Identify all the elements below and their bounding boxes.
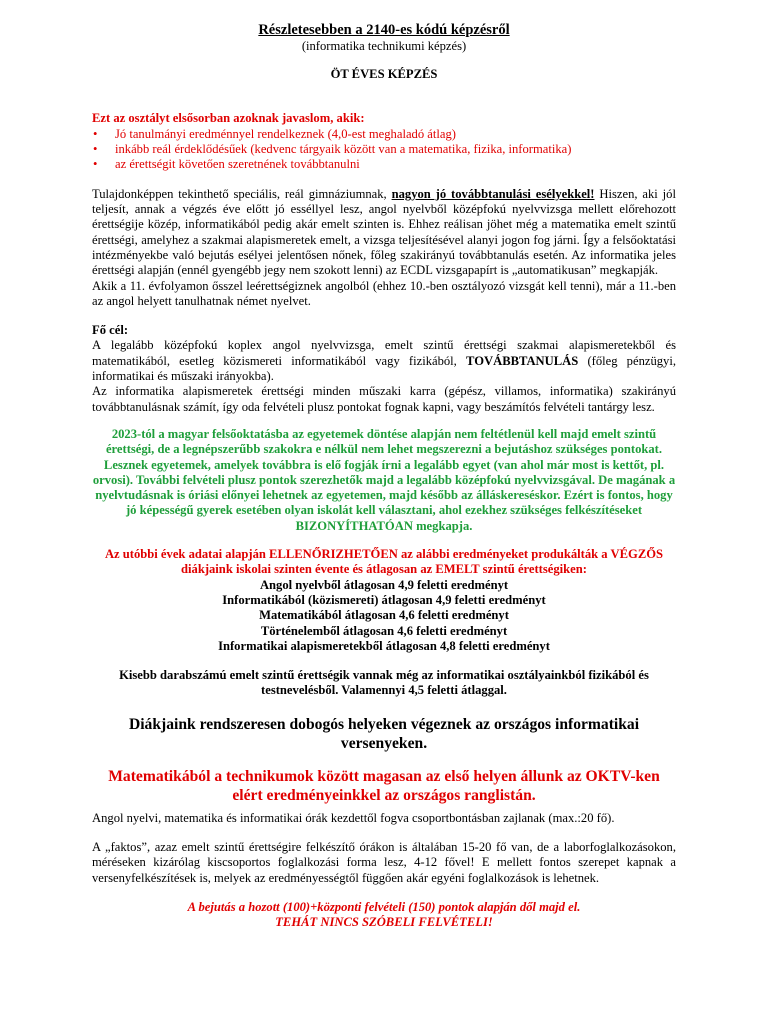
result-line: Történelemből átlagosan 4,6 feletti eredményt (260, 623, 508, 638)
german-paragraph: Akik a 11. évfolyamon ősszel leérettségiznek angolból (ehhez 10.-ben osztályozó vizsgát kell tenni), már a 11.-ben az angol helyett tanulhatnak német nyelvet. (92, 278, 676, 308)
intro-text-start: Tulajdonképpen tekinthető speciális, reál gimnáziumnak, (92, 186, 387, 201)
result-line: Informatikai alapismeretekből átlagosan 4,8 feletti eredményt (218, 638, 550, 653)
green-note: 2023-tól a magyar felsőoktatásba az egyetemek döntése alapján nem feltétlenül kell majd emelt szintű érettségi, de a legnépszerűbb szakokra e nélkül nem lehet megszerezni a bejutáshoz szükséges pontokat. Lesznek egyetemek, amelyek továbbra is elő fogják írni a legalább egyet (van ahol már most is kettőt, pl. orvosi). További felvételi plusz pontok szerezhetők majd a legalább középfokú nyelvvizsgával. De magának a nyelvtudásnak is óriási előnyei lehetnek az egyetemen, majd később az álláskereséskor. Ezért is fontos, hogy jó képességű gyerek esetében olyan iskolát kell választani, ahol ezekhez szükséges felkészítéseket BIZONYÍTHATÓAN megkapja. (92, 426, 676, 533)
competition-note: Diákjaink rendszeresen dobogós helyeken végeznek az országos informatikai versenyeken. (128, 715, 640, 752)
math-rank-note: Matematikából a technikumok között magasan az első helyen állunk az OKTV-ken elért eredményeinkkel az országos ranglistán. (108, 767, 660, 804)
list-item: • Jó tanulmányi eredménnyel rendelkeznek (4,0-est meghaladó átlag) (92, 127, 676, 142)
results-small: Kisebb darabszámú emelt szintű érettségik vannak még az informatikai osztályainkból fizikából és testnevelésből. Valamennyi 4,5 feletti átlaggal. (119, 668, 649, 698)
main-goal-label: Fő cél: (92, 323, 129, 338)
results-intro: Az utóbbi évek adatai alapján ELLENŐRIZHETŐEN az alábbi eredményeket produkálták a VÉGZŐS diákjaink iskolai szinten évente és átlagosan az EMELT szintű érettségiken: (104, 547, 664, 577)
result-line: Angol nyelvből átlagosan 4,9 feletti eredményt (259, 577, 509, 592)
main-goal-paragraph-2: Az informatika alapismeretek érettségi minden műszaki karra (gépész, villamos, informatika) szakirányú továbbtanulásnak számít, így oda felvételi plusz pontokat fognak kapni, vagy beszámítós felvételi tantárgy lesz. (92, 384, 676, 414)
intro-emphasis: nagyon jó továbbtanulási esélyekkel! (391, 186, 595, 201)
result-line: Informatikából (közismereti) átlagosan 4,9 feletti eredményt (222, 592, 546, 607)
intro-text-rest: Hiszen, aki jól teljesít, annak a végzés éve előtt jó esséllyel lesz, angol nyelvből középfokú nyelvvizsga mellett előrehozott érettségije közép, informatikából pedig akár emelt szinten is. Ehhez reálisan jöhet még a matematika emelt szintű érettségi, amelyhez a szakmai alapismeretek emelt, a vizsga teljesítésével alanyi jogon fog járni. Így a felsőoktatási intézményekbe való bejutás esélyei jelentősen nőnek, főleg szakirányú továbbtanulás esetén. Az informatika jeles érettségi alapján (ennél gyengébb jegy nem szokott lenni) az ECDL vizsgapapírt is „automatikusan” megkapják. (92, 186, 676, 278)
result-line: Matematikából átlagosan 4,6 feletti eredményt (259, 608, 509, 623)
list-item: • inkább reál érdeklődésűek (kedvenc tárgyaik között van a matematika, fizika, informatika) (92, 142, 676, 157)
main-goal-paragraph (92, 338, 676, 384)
admission-line-1: A bejutás a hozott (100)+központi felvételi (150) pontok alapján dől majd el. (187, 899, 581, 914)
main-goal-emphasis: TOVÁBBTANULÁS (466, 353, 579, 368)
main-goal-text: A legalább középfokú koplex angol nyelvvizsga, emelt szintű érettségi szakmai alapismeretekből és matematikából, esetleg közismereti informatikából vagy fizikából, (92, 338, 676, 368)
intro-paragraph (92, 187, 676, 279)
recommend-list (92, 127, 676, 173)
list-item: • az érettségit követően szeretnének továbbtanulni (92, 157, 676, 172)
page-subtitle: (informatika technikumi képzés) (301, 39, 467, 53)
faktos-paragraph: A „faktos”, azaz emelt szintű érettségire felkészítő órákon is általában 15-20 fő van, de a laborfoglalkozásokon, méréseken kizárólag kiscsoportos foglalkozási forma lesz, 4-12 fővel! E mellett fontos szerepet kapnak a versenyfelkészítések is, melyek az eredményességtől függően akár egyéni foglalkozások is lehetnek. (92, 840, 676, 885)
groups-paragraph: Angol nyelvi, matematika és informatikai órák kezdettől fogva csoportbontásban zajlanak (max.:20 fő). (92, 810, 615, 825)
admission-line-2: TEHÁT NINCS SZÓBELI FELVÉTELI! (275, 915, 493, 930)
recommend-intro: Ezt az osztályt elsősorban azoknak javaslom, akik: (92, 111, 365, 126)
main-goal-text-end: (főleg pénzügyi, informatikai és műszaki irányokba). (92, 353, 676, 384)
page-title: Részletesebben a 2140-es kódú képzésről (258, 22, 510, 38)
training-heading: ÖT ÉVES KÉPZÉS (330, 67, 438, 81)
